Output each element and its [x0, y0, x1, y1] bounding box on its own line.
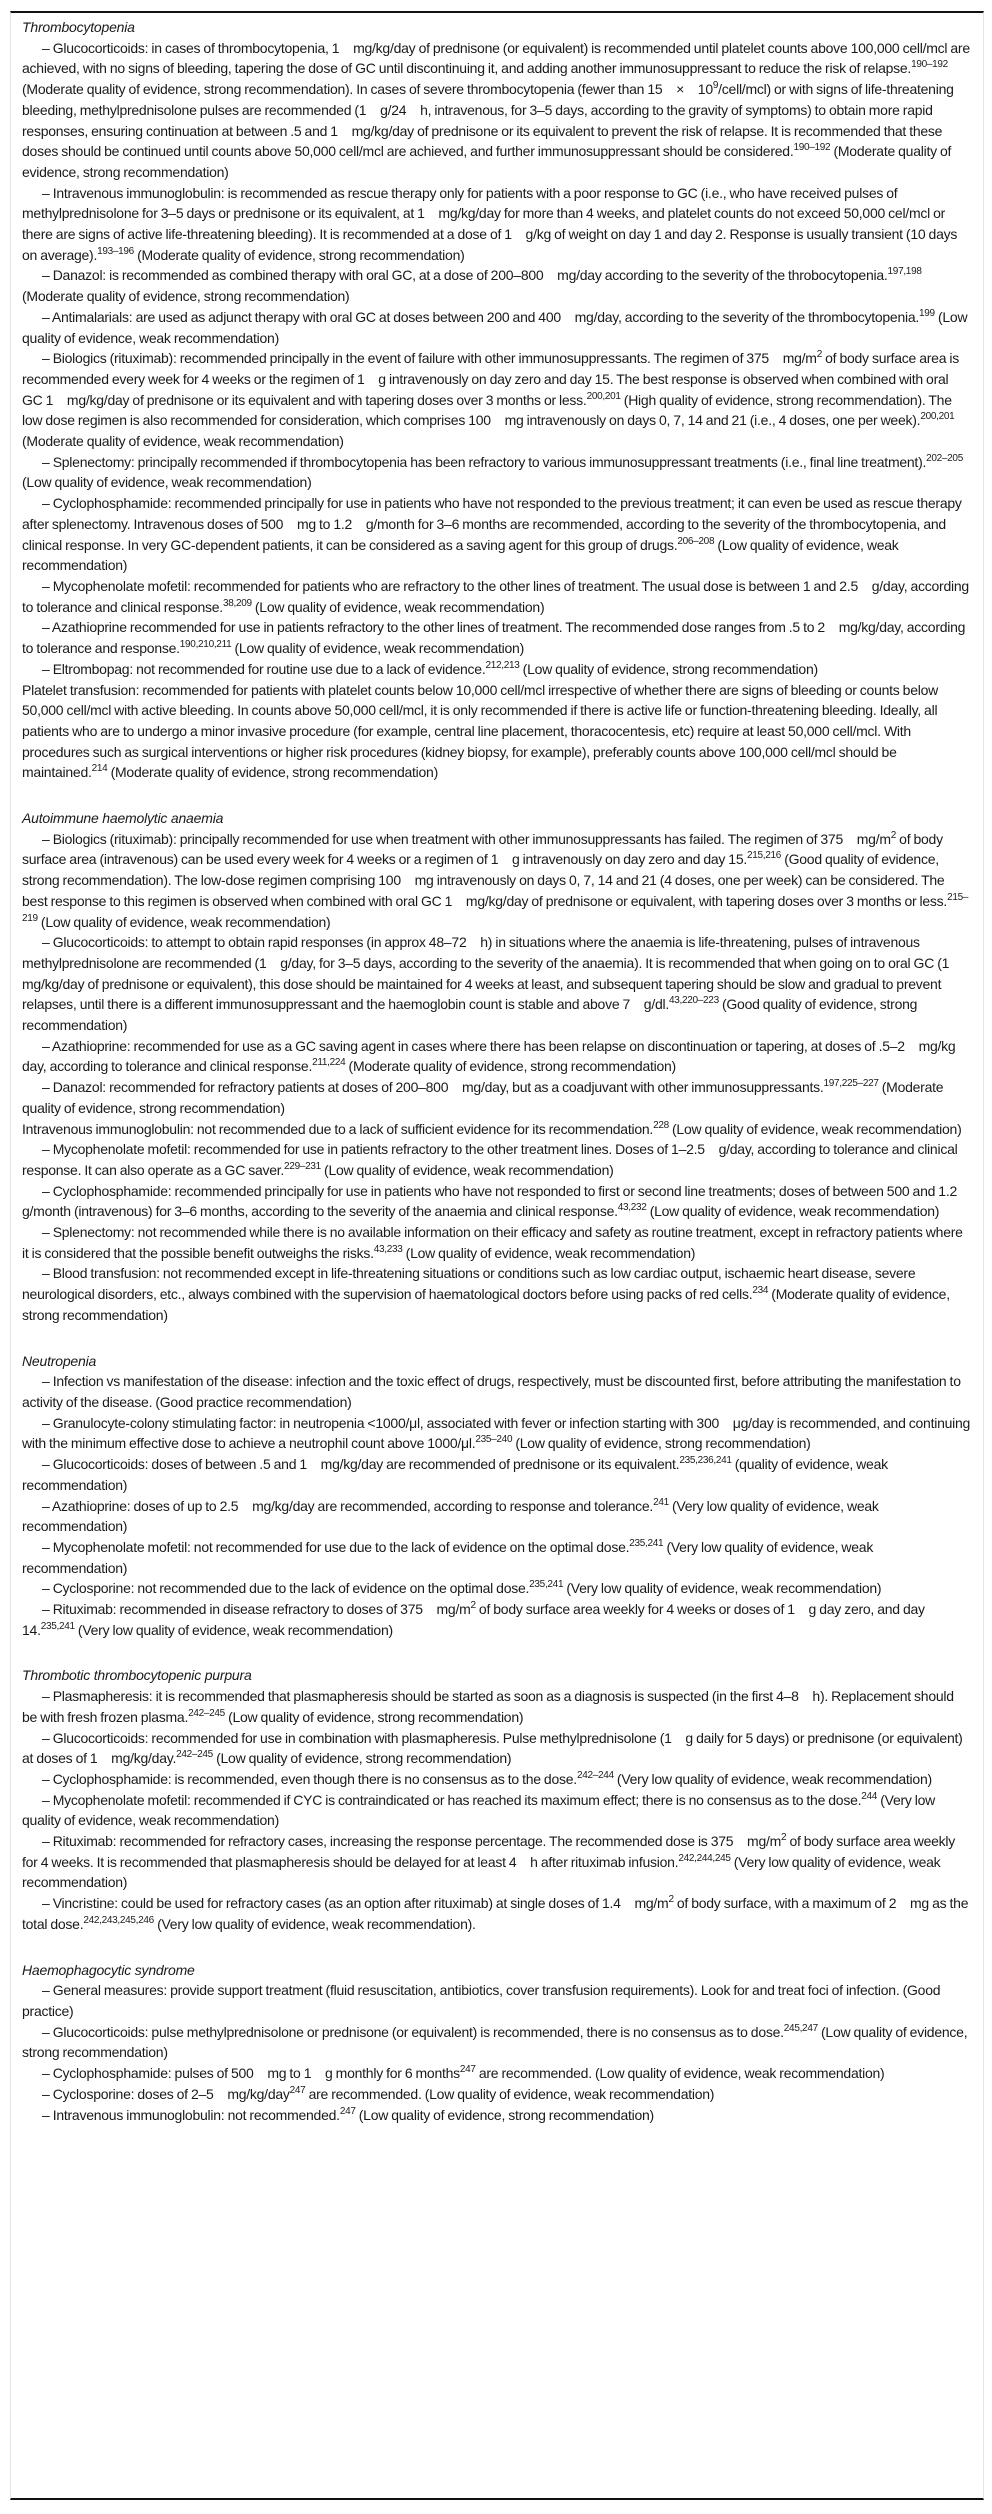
item-text: (Very low quality of evidence, weak recommendation) [22, 1791, 936, 1829]
dash-bullet: – [42, 1580, 53, 1597]
reference-superscript: 9 [712, 80, 719, 92]
item-text: (Low quality of evidence, weak recommendation) [22, 536, 899, 574]
item-text: Mycophenolate mofetil: recommended for patients who are refractory to the other lines of treatment. The usual dose is between 1 and 2.5 g/day, according to tolerance and clinical response. [22, 577, 969, 615]
recommendation-item [22, 1831, 971, 1893]
dash-bullet: – [42, 495, 53, 512]
item-text: (Moderate quality of evidence, strong recommendation) [22, 143, 952, 180]
item-text: Antimalarials: are used as adjunct therapy with oral GC at doses between 200 and 400 mg/day, according to the severity of the thrombocytopenia. [51, 308, 920, 325]
recommendation-item [22, 829, 971, 933]
item-text: Cyclosporine: not recommended due to the lack of evidence on the optimal dose. [52, 1580, 530, 1597]
dash-bullet: – [42, 2085, 53, 2102]
recommendation-item [22, 2105, 971, 2126]
item-text: Azathioprine: doses of up to 2.5 mg/kg/day are recommended, according to response and tolerance. [51, 1497, 654, 1514]
item-text: (Moderate quality of evidence, strong recommendation). In cases of severe thrombocytopenia (fewer than 15 × 10 [22, 81, 713, 98]
dash-bullet: – [42, 1982, 53, 1999]
item-text: Vincristine: could be used for refractory cases (as an option after rituximab) at single doses of 1.4 mg/m [52, 1895, 669, 1912]
dash-bullet: – [42, 1224, 53, 1241]
item-text: Splenectomy: principally recommended if thrombocytopenia has been refractory to various immunosuppressant treatments (i.e., final line treatment). [52, 453, 927, 470]
reference-superscript: 190,210,211 [179, 639, 232, 651]
recommendation-item [22, 1413, 971, 1454]
item-text: Danazol: recommended for refractory patients at doses of 200–800 mg/day, but as a coadjuvant with other immunosuppressants. [52, 1079, 824, 1096]
recommendation-item [22, 1119, 971, 1140]
reference-superscript: 43,232 [617, 1202, 647, 1214]
item-text: (Very low quality of evidence, weak recommendation) [74, 1621, 393, 1638]
dash-bullet: – [42, 619, 52, 636]
reference-superscript: 242–245 [176, 1749, 213, 1761]
item-text: Intravenous immunoglobulin: is recommended as rescue therapy only for patients with a poor response to GC (i.e., who have received pulses of methylprednisolone for 3–5 days or prednisone or its equivalent, at 1 mg/kg/day for more than 4 weeks, and platelet counts do not exceed 50,000 cel/mcl or there are signs of active life-threatening bleeding). It is recommended at a dose of 1 g/kg of weight on day 1 and day 2. Response is usually transient (10 days on average). [22, 184, 958, 263]
item-text: (Low quality of evidence, weak recommendation) [22, 308, 968, 346]
recommendation-item [22, 1980, 971, 2021]
reference-superscript: 38,209 [222, 597, 252, 609]
dash-bullet: – [42, 2065, 53, 2082]
item-text: Infection vs manifestation of the disease: infection and the toxic effect of drugs, respectively, must be discounted first, before attributing the manifestation to activity of the disease. (Good practice recommendation) [22, 1373, 961, 1410]
reference-superscript: 244 [861, 1790, 878, 1802]
section-title: Thrombocytopenia [22, 19, 135, 35]
section-autoimmune-haemolytic-anaemia [22, 808, 971, 1326]
item-text: are recommended. (Low quality of evidence, weak recommendation) [305, 2085, 715, 2102]
item-text: Eltrombopag: not recommended for routine use due to a lack of evidence. [52, 660, 486, 677]
reference-superscript: 234 [752, 1285, 769, 1297]
recommendation-item [22, 2084, 971, 2105]
item-text: Platelet transfusion: recommended for patients with platelet counts below 10,000 cell/mcl irrespective of whether there are signs of bleeding or counts below 50,000 cell/mcl with active bleeding. In counts above 50,000 cell/mcl, it is only recommended if there is active life or function-threatening bleeding. Ideally, all patients who are to undergo a minor invasive procedure (for example, central line placement, thoracocentesis, etc) require at least 50,000 cell/mcl. With procedures such as surgical interventions or higher risk procedures (kidney biopsy, for example), preferably counts above 100,000 cell/mcl should be maintained. [22, 681, 938, 781]
dash-bullet: – [42, 453, 53, 470]
recommendation-item [22, 617, 971, 658]
item-text: (Low quality of evidence, strong recommendation) [224, 1708, 524, 1725]
reference-superscript: 43,233 [373, 1243, 403, 1255]
recommendation-item [22, 452, 971, 493]
reference-superscript: 193–196 [97, 245, 134, 257]
dash-bullet: – [42, 1538, 53, 1555]
item-text: (Good quality of evidence, strong recommendation). The low-dose regimen comprising 100 mg intravenously on days 0, 7, 14 and 21 (4 doses, one per week) can be considered. The best response to this regimen is observed when combined with oral GC 1 mg/kg/day of prednisone or equivalent, with tapering doses over 3 months or less. [22, 851, 948, 909]
dash-bullet: – [42, 1497, 52, 1514]
item-text: (Very low quality of evidence, weak recommendation) [22, 1497, 879, 1535]
dash-bullet: – [42, 1182, 53, 1199]
item-text: (Moderate quality of evidence, strong recommendation) [133, 246, 465, 263]
recommendation-item [22, 38, 971, 183]
item-text: Cyclophosphamide: pulses of 500 mg to 1 g monthly for 6 months [52, 2065, 460, 2082]
recommendation-item [22, 1036, 971, 1077]
reference-superscript: 2 [668, 1894, 674, 1906]
recommendation-item [22, 1222, 971, 1263]
reference-superscript: 235,241 [529, 1579, 564, 1591]
item-text: Intravenous immunoglobulin: not recommended. [52, 2106, 340, 2123]
item-text: are recommended. (Low quality of evidence, weak recommendation) [475, 2065, 885, 2082]
reference-superscript: 245,247 [783, 2022, 818, 2034]
reference-superscript: 43,220–223 [669, 995, 719, 1007]
recommendation-item [22, 1769, 971, 1790]
item-text: (Low quality of evidence, weak recommendation) [231, 640, 524, 657]
reference-superscript: 202–205 [926, 452, 963, 464]
item-text: (Moderate quality of evidence, strong recommendation) [22, 1079, 944, 1116]
recommendation-item [22, 932, 971, 1036]
dash-bullet: – [42, 2023, 53, 2040]
item-text: of body surface area weekly for 4 weeks or doses of 1 g day zero, and day 14. [22, 1601, 925, 1638]
item-text: Rituximab: recommended for refractory cases, increasing the response percentage. The recommended dose is 375 mg/m [52, 1833, 782, 1850]
item-text: Azathioprine recommended for use in patients refractory to the other lines of treatment. The recommended dose ranges from .5 to 2 mg/kg/day, according to tolerance and response. [22, 619, 966, 657]
section-neutropenia [22, 1351, 971, 1641]
dash-bullet: – [42, 1601, 53, 1618]
dash-bullet: – [42, 1373, 53, 1390]
item-text: Mycophenolate mofetil: recommended for use in patients refractory to the other treatment lines. Doses of 1–2.5 g/day, according to tolerance and clinical response. It can also operate as a GC saver. [22, 1141, 958, 1178]
item-text: Glucocorticoids: pulse methylprednisolone or prednisone (or equivalent) is recommended, there is no consensus as to dose. [52, 2023, 784, 2040]
item-text: (Moderate quality of evidence, strong recommendation) [22, 1286, 950, 1323]
section-thrombocytopenia [22, 17, 971, 783]
item-text: (Low quality of evidence, strong recommendation) [512, 1435, 811, 1452]
item-text: of body surface area weekly for 4 weeks. It is recommended that plasmapheresis should be delayed for at least 4 h after rituximab infusion. [22, 1833, 956, 1870]
recommendation-item [22, 1263, 971, 1325]
item-text: Cyclophosphamide: is recommended, even though there is no consensus as to the dose. [52, 1770, 577, 1787]
dash-bullet: – [42, 1729, 53, 1746]
dash-bullet: – [42, 1141, 53, 1158]
item-text: of body surface, with a maximum of 2 mg as the total dose. [22, 1895, 969, 1932]
dash-bullet: – [42, 184, 53, 201]
item-text: Splenectomy: not recommended while there is no available information on their efficacy and safety as routine treatment, except in refractory patients where it is considered that the possible benefit outweighs the risks. [22, 1224, 963, 1261]
item-text: Glucocorticoids: doses of between .5 and 1 mg/kg/day are recommended of prednisone or its equivalent. [52, 1456, 680, 1473]
recommendation-item [22, 1454, 971, 1495]
item-text: (Low quality of evidence, weak recommendation) [646, 1203, 940, 1220]
reference-superscript: 242–244 [576, 1769, 614, 1781]
recommendation-item [22, 2063, 971, 2084]
dash-bullet: – [42, 1037, 52, 1054]
reference-superscript: 212,213 [485, 659, 520, 671]
recommendation-item [22, 659, 971, 680]
reference-superscript: 200,201 [586, 390, 621, 402]
recommendation-item [22, 265, 971, 306]
item-text: (Low quality of evidence, weak recommendation) [320, 1161, 614, 1178]
reference-superscript: 2 [781, 1832, 787, 1844]
item-text: General measures: provide support treatment (fluid resuscitation, antibiotics, cover transfusion requirements). Look for and treat foci of infection. (Good practice) [22, 1982, 941, 2019]
dash-bullet: – [42, 830, 53, 847]
dash-bullet: – [42, 350, 53, 367]
item-text: (Low quality of evidence, weak recommendation) [22, 474, 312, 491]
item-text: (Very low quality of evidence, weak recommendation) [22, 1853, 941, 1891]
reference-superscript: 211,224 [312, 1057, 346, 1069]
item-text: Plasmapheresis: it is recommended that plasmapheresis should be started as soon as a diagnosis is suspected (in the first 4–8 h). Replacement should be with fresh frozen plasma. [22, 1688, 954, 1725]
item-text: (Low quality of evidence, weak recommendation) [251, 598, 545, 615]
section-haemophagocytic-syndrome [22, 1960, 971, 2126]
reference-superscript: 247 [289, 2084, 306, 2096]
section-title: Haemophagocytic syndrome [22, 1961, 195, 1978]
item-text: (Very low quality of evidence, weak recommendation) [613, 1770, 932, 1787]
item-text: Granulocyte-colony stimulating factor: in neutropenia <1000/μl, associated with fever or infection starting with 300 μg/day is recommended, and continuing with the minimum effective dose to achieve a neutrophil count above 1000/μl. [22, 1414, 971, 1452]
dash-bullet: – [42, 577, 53, 594]
dash-bullet: – [42, 1456, 53, 1473]
reference-superscript: 190–192 [911, 59, 948, 71]
item-text: Blood transfusion: not recommended except in life-threatening situations or conditions such as low cardiac output, ischaemic heart disease, severe neurological disorders, etc., always combined with the supervision of haematological doctors before using packs of red cells. [22, 1265, 916, 1303]
reference-superscript: 199 [919, 307, 935, 319]
item-text: (Very low quality of evidence, weak recommendation) [563, 1580, 882, 1597]
reference-superscript: 197,198 [887, 266, 922, 278]
reference-superscript: 235,236,241 [679, 1455, 732, 1467]
reference-superscript: 247 [459, 2064, 476, 2076]
recommendation-item [22, 348, 971, 452]
item-text: Glucocorticoids: to attempt to obtain rapid responses (in approx 48–72 h) in situations where the anaemia is life-threatening, pulses of intravenous methylprednisolone are recommended (1 g/day, for 3–5 days, according to the severity of the anaemia). It is recommended that when going on to oral GC (1 mg/kg/day of prednisone or equivalent), this dose should be maintained for 4 weeks at least, and subsequent tapering should be slow and gradual to prevent relapses, until there is a different immunosuppressant and the haemoglobin count is stable and above 7 g/dl. [22, 934, 963, 1013]
item-text: Cyclophosphamide: recommended principally for use in patients who have not responded to the previous treatment; it can even be used as rescue therapy after splenectomy. Intravenous doses of 500 mg to 1.2 g/month for 3–6 months are recommended, according to the severity of the thrombocytopenia, and clinical response. In very GC-dependent patients, it can be considered as a saving agent for this group of drugs. [22, 495, 962, 553]
reference-superscript: 242–245 [188, 1707, 225, 1719]
reference-superscript: 235–240 [475, 1434, 513, 1446]
item-text: (Moderate quality of evidence, strong recommendation) [107, 764, 439, 781]
recommendation-item [22, 1371, 971, 1412]
dash-bullet: – [42, 267, 53, 284]
item-text: Biologics (rituximab): principally recommended for use when treatment with other immunosuppressants has failed. The regimen of 375 mg/m [52, 830, 891, 847]
recommendation-item [22, 680, 971, 784]
reference-superscript: 2 [816, 349, 822, 361]
reference-superscript: 241 [653, 1496, 669, 1508]
recommendation-item [22, 576, 971, 617]
reference-superscript: 242,244,245 [678, 1852, 731, 1864]
reference-superscript: 2 [470, 1600, 476, 1612]
item-text: (Low quality of evidence, weak recommendation) [668, 1120, 962, 1137]
item-text: Cyclophosphamide: recommended principally for use in patients who have not responded to first or second line treatments; doses of between 500 and 1.2 g/month (intravenous) for 3–6 months, according to the severity of the anaemia and clinical response. [22, 1182, 971, 1220]
recommendation-item [22, 1728, 971, 1769]
reference-superscript: 214 [91, 763, 108, 775]
dash-bullet: – [42, 2106, 53, 2123]
item-text: of body surface area is recommended every week for 4 weeks or the regimen of 1 g intravenously on day zero and day 15. The best response is observed when combined with oral GC 1 mg/kg/day of prednisone or its equivalent and with tapering doses over 3 months or less. [22, 350, 960, 408]
recommendation-item [22, 493, 971, 576]
item-text: (Very low quality of evidence, weak recommendation). [153, 1915, 476, 1932]
dash-bullet: – [42, 1895, 53, 1912]
dash-bullet: – [42, 1079, 53, 1096]
recommendation-item [22, 307, 971, 348]
recommendations-table-cell [10, 11, 984, 2500]
recommendation-item [22, 1686, 971, 1727]
dash-bullet: – [42, 1414, 53, 1431]
item-text: Glucocorticoids: recommended for use in combination with plasmapheresis. Pulse methylprednisolone (1 g daily for 5 days) or prednisone (or equivalent) at doses of 1 mg/kg/day. [22, 1729, 963, 1767]
reference-superscript: 2 [890, 829, 897, 841]
reference-superscript: 215,216 [747, 850, 782, 862]
dash-bullet: – [42, 1688, 53, 1705]
item-text: (Low quality of evidence, weak recommendation) [37, 913, 331, 930]
recommendation-item [22, 1181, 971, 1222]
item-text: (Low quality of evidence, weak recommendation) [402, 1244, 696, 1261]
dash-bullet: – [42, 1791, 53, 1808]
section-thrombotic-thrombocytopenic-purpura [22, 1665, 971, 1934]
recommendation-item [22, 1790, 971, 1831]
reference-superscript: 235,241 [40, 1620, 75, 1632]
dash-bullet: – [42, 39, 53, 56]
section-title: Neutropenia [22, 1352, 97, 1369]
recommendation-item [22, 1496, 971, 1537]
item-text: Mycophenolate mofetil: recommended if CYC is contraindicated or has reached its maximum effect; there is no consensus as to the dose. [52, 1791, 862, 1808]
item-text: /cell/mcl) or with signs of life-threatening bleeding, methylprednisolone pulses are recommended (1 g/24 h, intravenous, for 3–5 days, according to the gravity of symptoms) to obtain more rapid responses, ensuring continuation at between .5 and 1 mg/kg/day of prednisone or its equivalent to prevent the risk of relapse. It is recommended that these doses should be continued until counts above 50,000 cell/mcl are achieved, and further immunosuppressant should be considered. [22, 81, 954, 160]
item-text: Azathioprine: recommended for use as a GC saving agent in cases where there has been relapse on discontinuation or tapering, at doses of .5–2 mg/kg day, according to tolerance and clinical response. [22, 1037, 956, 1075]
dash-bullet: – [42, 1770, 53, 1787]
item-text: Danazol: is recommended as combined therapy with oral GC, at a dose of 200–800 mg/day according to the severity of the throbocytopenia. [52, 267, 888, 284]
recommendation-item [22, 183, 971, 266]
item-text: Rituximab: recommended in disease refractory to doses of 375 mg/m [52, 1601, 471, 1618]
recommendation-item [22, 1578, 971, 1599]
dash-bullet: – [42, 1265, 53, 1282]
section-title: Thrombotic thrombocytopenic purpura [22, 1667, 252, 1684]
dash-bullet: – [42, 308, 52, 325]
item-text: (Moderate quality of evidence, weak recommendation) [22, 433, 344, 450]
recommendation-item [22, 1139, 971, 1180]
item-text: Biologics (rituximab): recommended principally in the event of failure with other immunosuppressants. The regimen of 375 mg/m [52, 350, 817, 367]
item-text: (quality of evidence, weak recommendation) [22, 1456, 888, 1493]
item-text: (Low quality of evidence, strong recommendation) [355, 2106, 654, 2123]
item-text: (Low quality of evidence, strong recommendation) [22, 2023, 968, 2061]
reference-superscript: 190–192 [793, 142, 831, 154]
reference-superscript: 242,243,245,246 [83, 1914, 154, 1926]
reference-superscript: 197,225–227 [823, 1078, 879, 1090]
item-text: Glucocorticoids: in cases of thrombocytopenia, 1 mg/kg/day of prednisone (or equivalent) is recommended until platelet counts above 100,000 cell/mcl are achieved, with no signs of bleeding, tapering the dose of GC until discontinuing it, and adding another immunosuppressant to reduce the risk of relapse. [22, 39, 970, 77]
item-text: (Moderate quality of evidence, strong recommendation) [345, 1058, 676, 1075]
reference-superscript: 247 [339, 2105, 356, 2117]
item-text: Cyclosporine: doses of 2–5 mg/kg/day [52, 2085, 290, 2102]
item-text: (Moderate quality of evidence, strong recommendation) [22, 288, 350, 305]
reference-superscript: 235,241 [629, 1537, 664, 1549]
recommendation-item [22, 1537, 971, 1578]
item-text: (Very low quality of evidence, weak recommendation) [22, 1538, 874, 1576]
section-title: Autoimmune haemolytic anaemia [22, 810, 224, 827]
recommendation-item [22, 1893, 971, 1934]
dash-bullet: – [42, 1833, 53, 1850]
item-text: Intravenous immunoglobulin: not recommended due to a lack of sufficient evidence for its recommendation. [22, 1120, 654, 1137]
reference-superscript: 206–208 [677, 535, 715, 547]
item-text: (High quality of evidence, strong recommendation). The low dose regimen is also recommended for consideration, which comprises 100 mg intravenously on days 0, 7, 14 and 21 (i.e., 4 doses, one per week). [22, 391, 952, 429]
recommendation-item [22, 1599, 971, 1640]
dash-bullet: – [42, 934, 53, 951]
reference-superscript: 200,201 [920, 411, 955, 423]
item-text: of body surface area (intravenous) can be used every week for 4 weeks or a regimen of 1 g intravenously on day zero and day 15. [22, 830, 943, 868]
reference-superscript: 215–219 [22, 891, 969, 924]
item-text: (Low quality of evidence, strong recommendation) [212, 1750, 512, 1767]
recommendation-item [22, 1077, 971, 1118]
item-text: (Good quality of evidence, strong recommendation) [22, 996, 918, 1034]
reference-superscript: 228 [653, 1119, 669, 1131]
reference-superscript: 229–231 [284, 1160, 321, 1172]
dash-bullet: – [42, 660, 53, 677]
item-text: Mycophenolate mofetil: not recommended for use due to the lack of evidence on the optimal dose. [52, 1538, 630, 1555]
recommendation-item [22, 2022, 971, 2063]
item-text: (Low quality of evidence, strong recommendation) [519, 660, 818, 677]
